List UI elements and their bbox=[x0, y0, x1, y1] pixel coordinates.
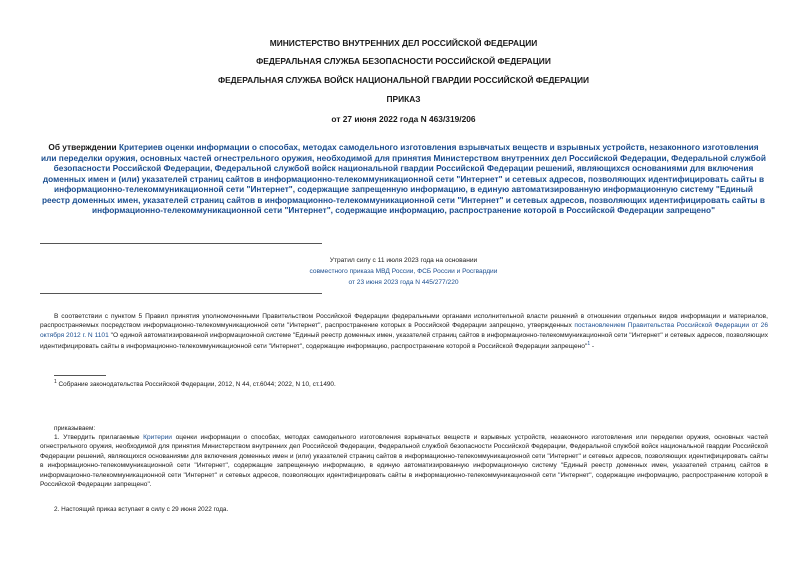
document-date: от 27 июня 2022 года N 463/319/206 bbox=[331, 114, 476, 124]
repeal-notice bbox=[250, 255, 557, 288]
footnote-separator bbox=[54, 375, 106, 376]
preamble-text-1: В соответствии с пунктом 5 Правил принятия уполномоченными Правительством Российской Федерации федеральными органами исполнительной власти решений в отношении отдельных видов информации и материалов, распространяемых посредством информационно-телекоммуникационной сети "Интернет", распространение которых в Российской Федерации запрещено, утвержденных bbox=[40, 313, 768, 330]
criteria-link[interactable]: Критериев оценки информации о способах, методах самодельного изготовления взрывчатых веществ и взрывных устройств, незаконного изготовления или переделки оружия, основных частей огнестрельного оружия, необходимой для принятия Министерством внутренних дел Российской Федерации, Федеральной службой безопасности Российской Федерации, Федеральной службой войск национальной гвардии Российской Федерации решений, являющихся основаниями для включения доменных имен и (или) указателей страниц сайтов в информационно-телекоммуникационной сети "Интернет" и сетевых адресов, позволяющих идентифицировать сайты в информационно-телекоммуникационной сети "Интернет", содержащие запрещенную информацию, в единую автоматизированную информационную систему "Единый реестр доменных имен, указателей страниц сайтов в информационно-телекоммуникационной сети "Интернет" и сетевых адресов, позволяющих идентифицировать сайты в информационно-телекоммуникационной сети "Интернет", содержащие информацию, распространение которой в Российской Федерации запрещено" bbox=[41, 142, 766, 215]
preamble-tail: - bbox=[590, 343, 595, 351]
separator-bottom bbox=[40, 293, 322, 294]
footnote-reference[interactable]: 1 bbox=[587, 341, 591, 348]
item1-text: оценки информации о способах, методах самодельного изготовления взрывчатых веществ и взрывных устройств, незаконного изготовления или переделки оружия, основных частей огнестрельного оружия, необходимой для принятия Министерством внутренних дел Российской Федерации, Федеральной службой безопасности Российской Федерации, Федеральной службой войск национальной гвардии Российской Федерации решений, являющихся основаниями для включения доменных имен и (или) указателей страниц сайтов в информационно-телекоммуникационной сети "Интернет" и сетевых адресов, позволяющих идентифицировать сайты в информационно-телекоммуникационной сети "Интернет", содержащие запрещенную информацию, в единую автоматизированную информационную систему "Единый реестр доменных имен, указателей страниц сайтов в информационно-телекоммуникационной сети "Интернет" и сетевых адресов, позволяющих идентифицировать сайты в информационно-телекоммуникационной сети "Интернет", содержащие информацию, распространение которой в Российской Федерации запрещено". bbox=[40, 434, 768, 489]
header-fsb: ФЕДЕРАЛЬНАЯ СЛУЖБА БЕЗОПАСНОСТИ РОССИЙСКОЙ ФЕДЕРАЦИИ bbox=[256, 56, 551, 66]
repeal-line-3[interactable]: от 23 июня 2023 года N 445/277/220 bbox=[348, 279, 459, 286]
footnote bbox=[54, 378, 554, 389]
order-item-2: 2. Настоящий приказ вступает в силу с 29 июня 2022 года. bbox=[54, 506, 229, 513]
title-prefix: Об утверждении bbox=[48, 142, 119, 152]
footnote-mark: 1 bbox=[54, 379, 57, 385]
separator-top bbox=[40, 243, 322, 244]
order-intro: приказываем: bbox=[54, 425, 96, 432]
document-title bbox=[40, 142, 767, 216]
item1-prefix: 1. Утвердить прилагаемые bbox=[54, 434, 144, 441]
header-ministry: МИНИСТЕРСТВО ВНУТРЕННИХ ДЕЛ РОССИЙСКОЙ ФЕДЕРАЦИИ bbox=[269, 38, 538, 48]
document-type: ПРИКАЗ bbox=[386, 94, 421, 104]
repeal-line-2[interactable]: совместного приказа МВД России, ФСБ России и Росгвардии bbox=[309, 268, 498, 275]
order-item-1 bbox=[40, 433, 768, 489]
repeal-line-1: Утратил силу с 11 июля 2023 года на основании bbox=[329, 257, 478, 264]
footnote-text: Собрание законодательства Российской Федерации, 2012, N 44, ст.6044; 2022, N 10, ст.1490. bbox=[56, 381, 336, 389]
preamble-text-2: "О единой автоматизированной информационной системе "Единый реестр доменных имен, указателей страниц сайтов в информационно-телекоммуникационной сети "Интернет" и сетевых адресов, позволяющих идентифицировать сайты в информационно-телекоммуникационной сети "Интернет", содержащие информацию, распространение которой в Российской Федерации запрещено" bbox=[40, 331, 768, 351]
item1-criteria-link[interactable]: Критерии bbox=[143, 434, 172, 441]
header-rosgvardia: ФЕДЕРАЛЬНАЯ СЛУЖБА ВОЙСК НАЦИОНАЛЬНОЙ ГВАРДИИ РОССИЙСКОЙ ФЕДЕРАЦИИ bbox=[217, 75, 590, 85]
resolution-link[interactable]: постановлением Правительства Российской Федерации от 26 октября 2012 г. N 1101 bbox=[40, 322, 768, 339]
preamble-paragraph bbox=[40, 312, 768, 352]
